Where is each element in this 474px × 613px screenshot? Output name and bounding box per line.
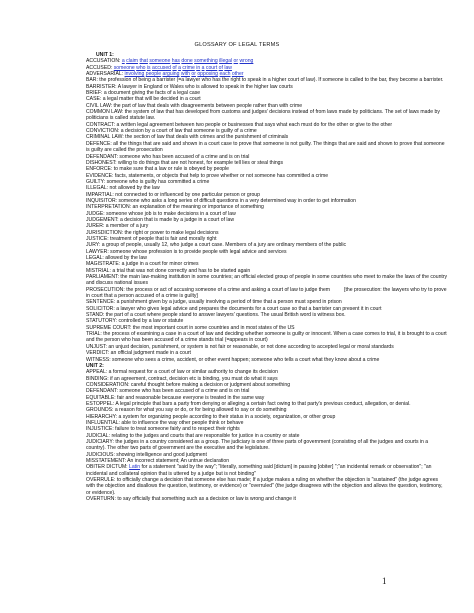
entry-text: [the prosecution: the lawyers who try to prove in court that a person accused of a crime is guilty] [86, 286, 447, 300]
glossary-entry: ENFORCE: to make sure that a law or rule is obeyed by people [86, 166, 229, 173]
definition-link[interactable]: illegal [219, 58, 233, 65]
glossary-entry: CONTRACT: a written legal agreement between two people or businesses that says what each must do for the other or give to the other [86, 121, 393, 128]
glossary-entry: PARLIAMENT: the main law-making institution in some countries; an official elected group of people in some countries who meet to make the laws of the country and discuss national issues [86, 274, 448, 287]
entry-term: OBITER DICTUM: [86, 464, 130, 471]
glossary-entry: BINDING: if an agreement, contract, decision etc is binding, you must do what it says [86, 375, 278, 382]
glossary-entry: DEFENDANT: someone who has been accused of a crime and is on trial [86, 153, 250, 160]
glossary-entry: STATUTORY: controlled by a law or statute [86, 318, 184, 325]
unit-1-heading: UNIT 1: [96, 52, 114, 58]
definition-link[interactable]: in [196, 64, 201, 71]
glossary-entry: JUDICIOUS: showing intelligence and good judgment [86, 451, 207, 458]
glossary-entry-obiter-dictum [86, 464, 448, 477]
definition-link[interactable]: court [205, 64, 218, 71]
glossary-entry: CIVIL LAW: the part of law that deals with disagreements between people rather than with crime [86, 102, 303, 109]
glossary-entry: OVERTURN: to say officially that something such as a decision or law is wrong and change it [86, 496, 296, 503]
glossary-entry: BRIEF: a document giving the facts of a legal case [86, 90, 201, 97]
glossary-entry: MISTRIAL: a trial that was not done correctly and has to be started again [86, 267, 251, 274]
definition-link[interactable]: is [146, 64, 151, 71]
glossary-entry: JUDICIARY: the judges in a country considered as a group. The judiciary is one of three parts of government (consisting of all the judges and courts in a country). The other two parts of government are the executive and the legislature. [86, 438, 429, 452]
glossary-entry: INFLUENTIAL: able to influence the way other people think or behave [86, 419, 244, 426]
glossary-entry: CASE: a legal matter that will be decided in a court [86, 96, 201, 103]
definition-link[interactable]: someone [113, 64, 135, 71]
glossary-entry: MISSTATEMENT: An incorrect statement; An untrue declaration [86, 458, 230, 464]
definition-link[interactable]: done [181, 58, 193, 65]
glossary-entry: APPEAL: a formal request for a court of law or similar authority to change its decision [86, 369, 278, 376]
glossary-entry: CONVICTION: a decision by a court of law that someone is guilty of a crime [86, 128, 257, 135]
definition-link[interactable]: with [180, 71, 190, 78]
definition-link[interactable]: crime [182, 64, 195, 71]
definition-link[interactable]: arguing [162, 71, 180, 78]
definition-link[interactable]: someone [149, 58, 171, 65]
entry-term: ACCUSATION: [86, 58, 121, 65]
glossary-entry: LAWYER: someone whose profession is to provide people with legal advice and services [86, 248, 287, 255]
glossary-entry: MAGISTRATE: a judge in a court for minor crimes [86, 261, 199, 268]
page-number: 1 [382, 576, 387, 586]
definition-link[interactable]: a [201, 64, 205, 71]
definition-link[interactable]: who [136, 64, 146, 71]
definition-link[interactable]: of [218, 64, 223, 71]
glossary-entry: OVERRULE: to officially change a decision that someone else has made; If a judge makes a ruling on whether the objection is "sustained" (the judge agrees with the objection and disallows the question, testimony, or evidence) or "overruled" (the judge disagrees with the objection and allows the question, testimony, or evidence). [86, 477, 443, 496]
glossary-entry: WITNESS: someone who sees a crime, accident, or other event happen; someone who tells a court what they know about a crime [86, 356, 380, 363]
definition-link[interactable]: law [224, 64, 232, 71]
glossary-entry: GUILTY: someone who is guilty has committed a crime [86, 178, 210, 185]
glossary-entry: SOLICITOR: a lawyer who gives legal advice and prepares the documents for a court case so that a barrister can present it in court [86, 305, 382, 312]
glossary-entry: COMMON LAW: the system of law that has developed from customs and judges' decisions instead of from laws made by politicians. The set of laws made by politicians is called statute law. [86, 109, 440, 122]
unit-2-entries [86, 369, 448, 464]
definition-link[interactable]: a [178, 64, 181, 71]
definition-link[interactable]: opposing [197, 71, 219, 78]
glossary-entry: ESTOPPEL: A legal principle that bars a party from denying or alleging a certain fact owing to that party's previous conduct, allegation, or denial. [86, 400, 411, 407]
glossary-entry: HIERARCHY: a system for organizing people according to their status in a society, organization, or other group [86, 413, 336, 420]
glossary-entry: IMPARTIAL: not connected to or influenced by one particular person or group [86, 191, 260, 198]
definition-link[interactable]: of [172, 64, 177, 71]
glossary-entry [86, 287, 448, 300]
glossary-entry: EQUITABLE: fair and reasonable because everyone is treated in the same way [86, 394, 265, 401]
definition-link[interactable]: or [191, 71, 196, 78]
glossary-entry: JUDICIAL: relating to the judges and courts that are responsible for justice in a country or state [86, 432, 300, 439]
glossary-entry: SENTENCE: a punishment given by a judge, usually involving a period of time that a person must spend in prison [86, 299, 342, 306]
glossary-entry: DISHONEST: willing to do things that are not honest, for example tell lies or steal things [86, 159, 284, 166]
entry-term: ACCUSED: [86, 64, 113, 71]
glossary-entry: GROUNDS: a reason for what you say or do, or for being allowed to say or do something [86, 407, 287, 414]
glossary-entry: JURISDICTION: the right or power to make legal decisions [86, 229, 219, 236]
entry-text: PROSECUTION: the process or act of accusing someone of a crime and asking a court of law to judge them [86, 286, 331, 293]
page-title: GLOSSARY OF LEGAL TERMS [194, 42, 280, 48]
unit-2-heading: UNIT 2: [86, 362, 104, 369]
glossary-entry: JURY: a group of people, usually 12, who judge a court case. Members of a jury are ordinary members of the public [86, 242, 347, 249]
glossary-entry: SUPREME COURT: the most important court in some countries and in most states of the US [86, 324, 295, 331]
definition-link[interactable]: claim [126, 58, 139, 65]
glossary-entry: ILLEGAL: not allowed by the law [86, 185, 160, 192]
glossary-entry: JUDGEMENT: a decision that is made by a judge in a court of law [86, 216, 235, 223]
definition-link[interactable]: people [145, 71, 162, 78]
definition-link[interactable]: accused [152, 64, 172, 71]
definition-link[interactable]: a [121, 58, 125, 65]
definition-link[interactable]: involving [124, 71, 145, 78]
glossary-body [86, 52, 448, 502]
definition-link[interactable]: that [139, 58, 148, 65]
definition-link[interactable]: something [194, 58, 218, 65]
glossary-entry: JUSTICE: treatment of people that is fair and morally right [86, 235, 217, 242]
definition-link[interactable]: has [171, 58, 180, 65]
latin-link[interactable]: Latin [129, 464, 141, 471]
definition-link[interactable]: or [233, 58, 239, 65]
glossary-entry: VERDICT: an official judgment made in a court [86, 350, 191, 357]
definition-link[interactable]: each [219, 71, 231, 78]
glossary-entry: UNJUST: an unjust decision, punishment, or system is not fair or reasonable, or not done according to accepted legal or moral standards [86, 343, 394, 350]
glossary-entry: BARRISTER: A lawyer in England or Wales who is allowed to speak in the higher law courts [86, 83, 293, 90]
glossary-entry: DEFENDANT: someone who has been accused of a crime and is on trial [86, 388, 250, 395]
glossary-entry: INTERPRETATION: an explanation of the meaning or importance of something [86, 204, 264, 211]
glossary-entry: LEGAL: allowed by the law [86, 255, 147, 261]
glossary-entry: INJUSTICE: failure to treat someone fairly and to respect their rights [86, 426, 240, 433]
glossary-entry: DEFENCE: all the things that are said and shown in a court case to prove that someone is not guilty. The things that are said and shown to prove that someone is guilty are called the prosecution [86, 140, 445, 154]
glossary-entry: JURER: a member of a jury [86, 223, 149, 230]
glossary-entry: STAND: the part of a court where people stand to answer lawyers' questions. The usual British word is witness box. [86, 312, 346, 319]
unit-1-entries [86, 77, 448, 362]
glossary-entry: CRIMINAL LAW: the section of law that deals with crimes and the punishment of criminals [86, 134, 289, 141]
entry-term: ADVERSARIAL: [86, 71, 124, 78]
glossary-entry: TRIAL: the process of examining a case in a court of law and deciding whether someone is guilty or innocent. When a case comes to trial, it is brought to a court and the person who has been accused of a crime stands trial (=appears in court) [86, 331, 447, 344]
glossary-entry: CONSIDERATION: careful thought before making a decision or judgment about something [86, 381, 291, 388]
glossary-entry: BAR: the profession of being a barrister (=a lawyer who has the right to speak in a higher court of law). If someone is called to the bar, they become a barrister. [86, 77, 444, 84]
glossary-entry: INQUISITOR: someone who asks a long series of difficult questions in a very determined way in order to get information [86, 197, 356, 204]
glossary-entry: EVIDENCE: facts, statements, or objects that help to prove whether or not someone has committed a crime [86, 172, 329, 179]
definition-link[interactable]: other [231, 71, 244, 78]
unit-2-entries-end [86, 477, 448, 502]
glossary-entry: JUDGE: someone whose job is to make decisions in a court of law [86, 210, 236, 217]
definition-link[interactable]: wrong [239, 58, 254, 65]
entry-definition: for a statement "said by the way"; "literally, something said [dictum] in passing [obiter] ";"an incidental remark or observation"; "an incidental and collateral opinion that is uttered by a judge but is not binding" [86, 464, 432, 477]
